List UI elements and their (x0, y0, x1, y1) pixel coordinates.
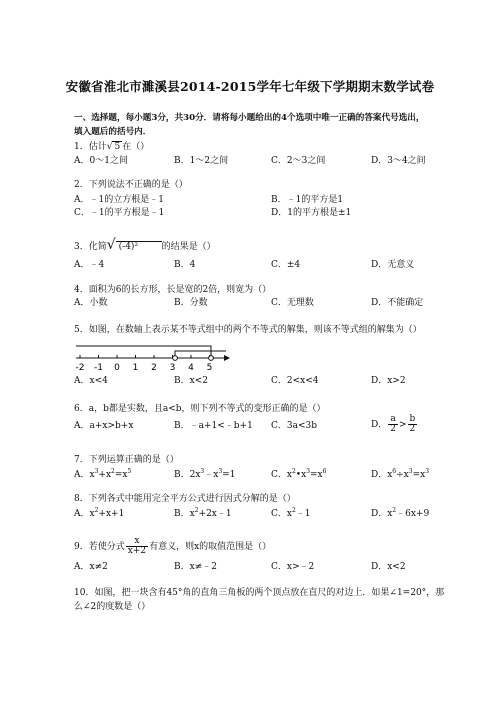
option-a[interactable]: A．a+x>b+x (74, 421, 134, 431)
option-d[interactable]: D．不能确定 (371, 298, 424, 308)
option-c[interactable]: C．$x^2﹣1$ (271, 507, 311, 519)
option-a[interactable]: A．﹣4 (74, 260, 105, 270)
tick-label: 3 (169, 363, 176, 373)
open-point-4 (209, 356, 214, 361)
question-7-stem: 7．下列运算正确的是（） (74, 455, 179, 465)
tick-label: -2 (75, 363, 85, 373)
option-d[interactable]: D．无意义 (371, 260, 415, 270)
denominator: 2 (390, 424, 396, 434)
radicand: 5 (114, 142, 121, 152)
option-b[interactable]: B．分数 (174, 298, 208, 308)
option-label: D． (371, 420, 388, 430)
denominator: x+2 (127, 546, 147, 556)
open-point-2 (173, 356, 178, 361)
page-title: 安徽省淮北市濉溪县2014-2015学年七年级下学期期末数学试卷 (65, 79, 435, 94)
question-text: 3．化简 (74, 242, 107, 252)
tick-label: 5 (206, 363, 213, 373)
option-a[interactable]: A．$x^2+x+1$ (74, 507, 125, 519)
option-b[interactable]: B．﹣a+1<﹣b+1 (174, 421, 253, 431)
question-4-stem: 4．面积为6的长方形，长是宽的2倍，则宽为（） (74, 285, 272, 295)
option-b[interactable]: B．$2x^3﹣x^3=1$ (174, 468, 236, 480)
option-b[interactable]: B．﹣1的平方是1 (271, 195, 344, 205)
option-a[interactable]: A．$x^3+x^2=x^5$ (74, 468, 132, 480)
question-5-stem: 5．如图，在数轴上表示某不等式组中的两个不等式的解集，则该不等式组的解集为（） (74, 325, 422, 335)
option-d[interactable] (371, 415, 418, 434)
question-9-stem (74, 537, 271, 556)
option-d[interactable]: D．$x^6\div x^3=x^3$ (371, 468, 430, 480)
option-b[interactable]: B．x<2 (174, 376, 208, 386)
question-text: 在（） (122, 142, 150, 152)
question-text: 的结果是（） (161, 242, 216, 252)
option-d[interactable]: D．1的平方根是±1 (271, 208, 352, 218)
radical-sign: √ (106, 237, 116, 253)
numerator: b (409, 414, 416, 424)
option-a[interactable]: A．0～1之间 (74, 156, 128, 166)
option-b[interactable]: B．x≠﹣2 (174, 562, 217, 572)
option-c[interactable]: C．﹣1的平方根是﹣1 (74, 208, 165, 218)
axis-arrow (224, 355, 230, 361)
denominator: 2 (409, 424, 416, 434)
option-c[interactable]: C．无理数 (271, 298, 314, 308)
radical-sign: √ (106, 142, 113, 152)
tick-label: 0 (114, 363, 120, 373)
option-c[interactable]: C．2～3之间 (271, 156, 326, 166)
numerator: a (388, 415, 398, 425)
question-2-stem: 2．下列说法不正确的是（） (74, 180, 188, 190)
question-text: 有意义，则x的取值范围是（） (149, 542, 272, 552)
option-b[interactable]: B．1～2之间 (174, 156, 229, 166)
question-8-stem: 8．下列各式中能用完全平方公式进行因式分解的是（） (74, 494, 296, 504)
section-heading: 一、选择题，每小题3分，共30分．请将每小题给出的4个选项中唯一正确的答案代号选出，填入题后的括号内． (74, 113, 425, 137)
option-a[interactable]: A．﹣1的立方根是﹣1 (74, 195, 164, 205)
fraction-b-over-2 (408, 415, 418, 434)
option-b[interactable]: B．$x^2+2x﹣1$ (174, 507, 232, 519)
option-c[interactable]: C．±4 (271, 260, 301, 270)
operator: > (398, 420, 407, 430)
option-a[interactable]: A．x<4 (74, 376, 108, 386)
solution-set-x-greater-2 (175, 351, 226, 358)
option-d[interactable]: D．x>2 (371, 376, 406, 386)
tick-label: 4 (188, 363, 194, 373)
option-c[interactable]: C．x>﹣2 (271, 562, 315, 572)
question-1-stem (74, 141, 149, 153)
option-a[interactable]: A．x≠2 (74, 562, 108, 572)
question-3-stem (74, 237, 216, 255)
option-c[interactable]: C．3a<3b (271, 421, 318, 431)
option-d[interactable]: D．3～4之间 (371, 156, 426, 166)
question-10-stem-line2: 么∠2的度数是（） (74, 602, 151, 612)
option-c[interactable]: C．$x^2•x^3=x^6$ (271, 468, 327, 480)
fraction-a-over-2 (388, 415, 398, 434)
tick-label: 1 (132, 363, 139, 373)
option-a[interactable]: A．小数 (74, 298, 108, 308)
question-text: 1．估计 (74, 142, 107, 152)
question-text: 9．若使分式 (74, 542, 125, 552)
radicand: (-4)² (116, 241, 162, 253)
fraction-x-over-x-plus-2 (126, 537, 148, 556)
question-10-stem-line1: 10．如图，把一块含有45°角的直角三角板的两个顶点放在直尺的对边上．如果∠1=20°，那 (74, 588, 445, 598)
option-b[interactable]: B．4 (174, 260, 196, 270)
tick-label: -1 (94, 363, 103, 373)
number-line-figure (74, 338, 234, 374)
question-6-stem: 6．a，b都是实数，且a<b，则下列不等式的变形正确的是（） (74, 404, 326, 414)
option-c[interactable]: C．2<x<4 (271, 376, 319, 386)
numerator: x (126, 537, 148, 547)
option-d[interactable]: D．x<2 (371, 562, 406, 572)
option-d[interactable]: D．$x^2﹣6x+9$ (371, 507, 430, 519)
tick-label: 2 (151, 363, 157, 373)
